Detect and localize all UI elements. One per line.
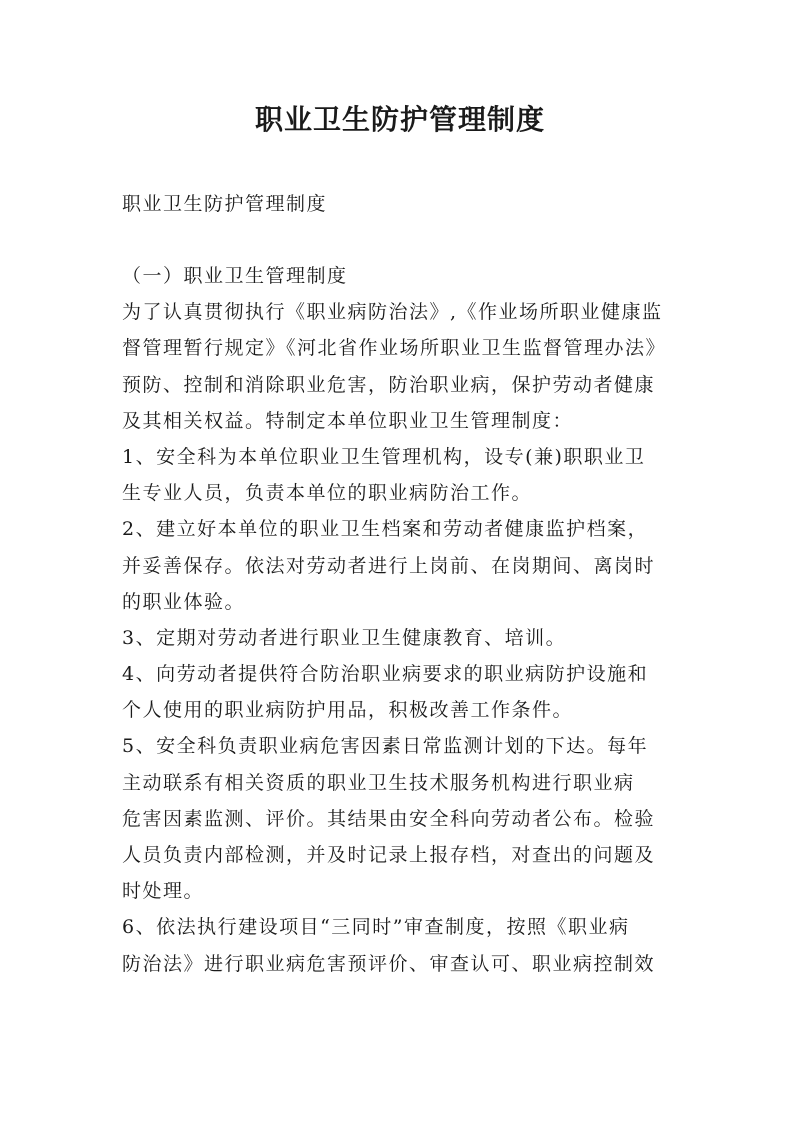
body-line: 6、依法执行建设项目“三同时”审查制度，按照《职业病 <box>122 916 630 939</box>
body-line: 4、向劳动者提供符合防治职业病要求的职业病防护设施和 <box>122 663 649 686</box>
document-title: 职业卫生防护管理制度 <box>254 103 545 136</box>
body-line: 及其相关权益。特制定本单位职业卫生管理制度： <box>122 409 574 432</box>
body-line: 时处理。 <box>122 880 205 903</box>
body-line: 危害因素监测、评价。其结果由安全科向劳动者公布。检验 <box>122 807 656 830</box>
section-heading: （一）职业卫生管理制度 <box>122 265 348 287</box>
body-line: 主动联系有相关资质的职业卫生技术服务机构进行职业病 <box>122 771 635 794</box>
body-line: 1、安全科为本单位职业卫生管理机构，设专(兼)职职业卫 <box>122 445 646 468</box>
body-line: 预防、控制和消除职业危害，防治职业病，保护劳动者健康 <box>122 373 656 396</box>
document-body <box>122 258 688 982</box>
body-line: 3、定期对劳动者进行职业卫生健康教育、培训。 <box>122 626 567 649</box>
body-line: 人员负责内部检测，并及时记录上报存档，对查出的问题及 <box>122 844 656 866</box>
body-line: 并妥善保存。依法对劳动者进行上岗前、在岗期间、离岗时 <box>122 554 656 577</box>
body-line: 防治法》进行职业病危害预评价、审查认可、职业病控制效 <box>122 952 656 975</box>
body-line: 为了认真贯彻执行《职业病防治法》,《作业场所职业健康监 <box>122 301 663 324</box>
body-line: 的职业体验。 <box>122 590 246 613</box>
document-subtitle: 职业卫生防护管理制度 <box>122 193 328 215</box>
body-line: 生专业人员，负责本单位的职业病防治工作。 <box>122 482 533 505</box>
body-line: 督管理暂行规定》《河北省作业场所职业卫生监督管理办法》 <box>122 337 667 360</box>
body-line: 2、建立好本单位的职业卫生档案和劳动者健康监护档案， <box>122 518 649 541</box>
body-line: 5、安全科负责职业病危害因素日常监测计划的下达。每年 <box>122 735 649 758</box>
body-line: 个人使用的职业病防护用品，积极改善工作条件。 <box>122 699 574 722</box>
